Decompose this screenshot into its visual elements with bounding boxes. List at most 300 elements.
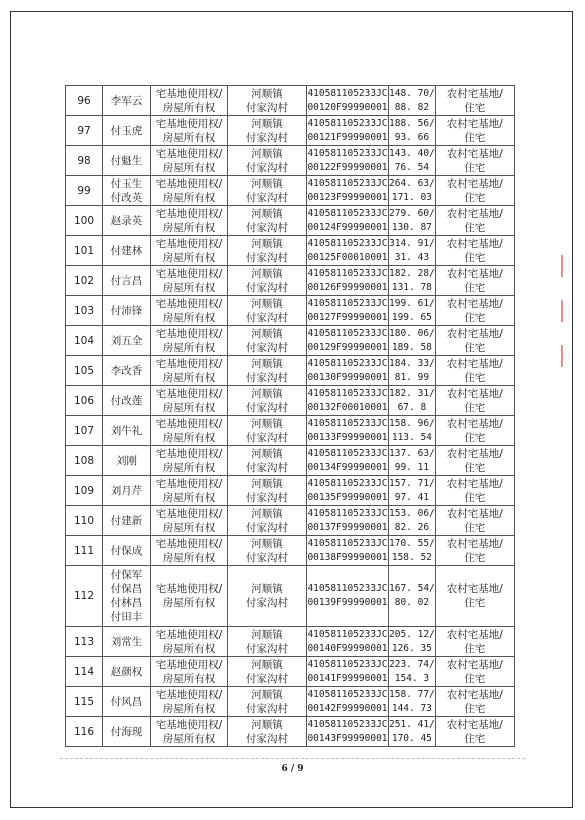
right-type: 宅基地使用权/ xyxy=(155,417,223,430)
unit-code-cell xyxy=(307,206,389,236)
owner-name: 付保军 xyxy=(110,569,143,581)
location: 河顺镇 xyxy=(251,267,283,280)
location: 河顺镇 xyxy=(251,417,283,430)
unit-code-cell xyxy=(307,566,389,627)
land-use: 住宅 xyxy=(464,597,486,609)
location: 河顺镇 xyxy=(251,507,283,520)
location-cell xyxy=(228,386,307,416)
row-number-cell xyxy=(66,687,103,717)
unit-code: 00140F99990001 xyxy=(307,642,388,654)
area-value-cell xyxy=(389,386,436,416)
location: 付家沟村 xyxy=(246,521,288,534)
land-use-cell xyxy=(435,386,514,416)
row-number: 101 xyxy=(73,244,95,257)
table-row xyxy=(66,326,515,356)
unit-code: 00124F99990001 xyxy=(307,221,388,233)
right-type: 宅基地使用权/ xyxy=(155,357,223,370)
area-value: 158. 96/ xyxy=(389,417,435,429)
unit-code-cell xyxy=(307,266,389,296)
area-value-cell xyxy=(389,506,436,536)
land-use: 住宅 xyxy=(464,341,486,354)
location: 付家沟村 xyxy=(246,101,288,114)
location: 河顺镇 xyxy=(251,327,283,340)
area-value-cell xyxy=(389,566,436,627)
location: 付家沟村 xyxy=(246,221,288,234)
registration-table-body xyxy=(66,86,515,747)
row-number-cell xyxy=(66,476,103,506)
area-value: 184. 33/ xyxy=(389,357,435,369)
right-type-cell xyxy=(151,266,228,296)
area-value: 205. 12/ xyxy=(389,628,435,640)
land-use: 住宅 xyxy=(464,461,486,474)
right-type-cell xyxy=(151,476,228,506)
location-cell xyxy=(228,86,307,116)
unit-code: 00120F99990001 xyxy=(307,101,388,113)
area-value-cell xyxy=(389,326,436,356)
unit-code: 00129F99990001 xyxy=(307,341,388,353)
land-use-cell xyxy=(435,206,514,236)
land-use-cell xyxy=(435,296,514,326)
unit-code-cell xyxy=(307,476,389,506)
land-use: 农村宅基地/ xyxy=(446,87,503,100)
location: 河顺镇 xyxy=(251,628,283,641)
owner-name: 刘刚 xyxy=(116,454,137,467)
row-number-cell xyxy=(66,266,103,296)
area-value-cell xyxy=(389,356,436,386)
location-cell xyxy=(228,476,307,506)
owner-name: 付保成 xyxy=(110,544,143,557)
row-number: 116 xyxy=(73,725,95,738)
right-type-cell xyxy=(151,176,228,206)
owner-name-cell xyxy=(103,206,151,236)
row-number-cell xyxy=(66,326,103,356)
area-value: 314. 91/ xyxy=(389,237,435,249)
row-number-cell xyxy=(66,566,103,627)
land-use: 农村宅基地/ xyxy=(446,177,503,190)
location-cell xyxy=(228,416,307,446)
land-use: 农村宅基地/ xyxy=(446,207,503,220)
area-value: 157. 71/ xyxy=(389,477,435,489)
area-value: 144. 73 xyxy=(391,702,432,714)
owner-name-cell xyxy=(103,476,151,506)
land-use: 住宅 xyxy=(464,672,486,685)
unit-code: 00139F99990001 xyxy=(307,597,388,608)
owner-name: 刘月芹 xyxy=(110,484,143,497)
land-use-cell xyxy=(435,176,514,206)
unit-code: 00127F99990001 xyxy=(307,311,388,323)
right-type: 宅基地使用权/ xyxy=(155,237,223,250)
right-type: 宅基地使用权/ xyxy=(155,718,223,731)
right-type: 宅基地使用权/ xyxy=(155,207,223,220)
row-number-cell xyxy=(66,386,103,416)
location-cell xyxy=(228,206,307,236)
right-type: 宅基地使用权/ xyxy=(155,387,223,400)
owner-name: 付风昌 xyxy=(110,695,143,708)
unit-code-cell xyxy=(307,296,389,326)
row-number-cell xyxy=(66,86,103,116)
owner-name-cell xyxy=(103,386,151,416)
unit-code-cell xyxy=(307,446,389,476)
area-value-cell xyxy=(389,116,436,146)
row-number: 113 xyxy=(73,635,95,648)
land-use-cell xyxy=(435,446,514,476)
area-value: 264. 63/ xyxy=(389,177,435,189)
owner-name: 付海现 xyxy=(110,725,143,738)
land-use: 农村宅基地/ xyxy=(446,357,503,370)
unit-code: 410581105233JC xyxy=(307,507,388,519)
right-type-cell xyxy=(151,446,228,476)
area-value: 171. 03 xyxy=(391,191,432,203)
land-use-cell xyxy=(435,536,514,566)
location: 河顺镇 xyxy=(251,147,283,160)
row-number: 98 xyxy=(77,154,91,167)
location-cell xyxy=(228,536,307,566)
right-type: 宅基地使用权/ xyxy=(155,447,223,460)
unit-code-cell xyxy=(307,326,389,356)
location: 付家沟村 xyxy=(246,191,288,204)
unit-code: 00138F99990001 xyxy=(307,551,388,563)
land-use-cell xyxy=(435,86,514,116)
right-type-cell xyxy=(151,687,228,717)
owner-name-cell xyxy=(103,236,151,266)
right-type: 房屋所有权 xyxy=(162,101,216,114)
area-value-cell xyxy=(389,236,436,266)
land-use-cell xyxy=(435,416,514,446)
land-use: 农村宅基地/ xyxy=(446,718,503,731)
right-type-cell xyxy=(151,146,228,176)
land-use-cell xyxy=(435,627,514,657)
row-number: 112 xyxy=(73,590,95,602)
land-use-cell xyxy=(435,717,514,747)
row-number: 115 xyxy=(73,695,95,708)
land-use-cell xyxy=(435,266,514,296)
land-use: 住宅 xyxy=(464,221,486,234)
area-value-cell xyxy=(389,627,436,657)
owner-name: 付建林 xyxy=(110,244,143,257)
area-value: 158. 52 xyxy=(391,551,432,563)
area-value: 67. 8 xyxy=(397,401,427,413)
owner-name-cell xyxy=(103,86,151,116)
area-value: 130. 87 xyxy=(391,221,432,233)
owner-name-cell xyxy=(103,687,151,717)
table-row xyxy=(66,476,515,506)
owner-name-cell xyxy=(103,536,151,566)
right-type: 房屋所有权 xyxy=(162,131,216,144)
area-value: 188. 56/ xyxy=(389,117,435,129)
land-use: 住宅 xyxy=(464,401,486,414)
row-number: 108 xyxy=(73,454,95,467)
unit-code: 410581105233JC xyxy=(307,417,388,429)
table-row xyxy=(66,657,515,687)
right-type-cell xyxy=(151,536,228,566)
land-use: 住宅 xyxy=(464,311,486,324)
owner-name-cell xyxy=(103,176,151,206)
unit-code: 410581105233JC xyxy=(307,688,388,700)
right-type: 宅基地使用权/ xyxy=(155,117,223,130)
unit-code: 410581105233JC xyxy=(307,207,388,219)
location: 付家沟村 xyxy=(246,401,288,414)
table-row xyxy=(66,687,515,717)
right-type: 房屋所有权 xyxy=(162,401,216,414)
unit-code: 410581105233JC xyxy=(307,147,388,159)
unit-code-cell xyxy=(307,416,389,446)
unit-code: 410581105233JC xyxy=(307,658,388,670)
right-type-cell xyxy=(151,506,228,536)
land-use: 农村宅基地/ xyxy=(446,117,503,130)
area-value: 170. 55/ xyxy=(389,537,435,549)
unit-code: 410581105233JC xyxy=(307,117,388,129)
unit-code-cell xyxy=(307,506,389,536)
area-value: 131. 78 xyxy=(391,281,432,293)
row-number-cell xyxy=(66,506,103,536)
row-number-cell xyxy=(66,296,103,326)
land-use: 住宅 xyxy=(464,281,486,294)
area-value: 93. 66 xyxy=(394,131,430,143)
location-cell xyxy=(228,657,307,687)
area-value: 99. 11 xyxy=(394,461,430,473)
right-type: 宅基地使用权/ xyxy=(155,147,223,160)
land-use: 住宅 xyxy=(464,131,486,144)
right-type: 房屋所有权 xyxy=(162,521,216,534)
land-use: 住宅 xyxy=(464,101,486,114)
owner-name: 赵颜权 xyxy=(110,665,143,678)
location-cell xyxy=(228,266,307,296)
area-value-cell xyxy=(389,536,436,566)
area-value-cell xyxy=(389,86,436,116)
right-type: 宅基地使用权/ xyxy=(155,87,223,100)
owner-name: 刘五全 xyxy=(110,334,143,347)
location-cell xyxy=(228,176,307,206)
location: 付家沟村 xyxy=(246,672,288,685)
unit-code-cell xyxy=(307,86,389,116)
owner-name: 刘常生 xyxy=(110,635,143,648)
location: 付家沟村 xyxy=(246,341,288,354)
land-use-cell xyxy=(435,657,514,687)
location-cell xyxy=(228,146,307,176)
row-number: 107 xyxy=(73,424,95,437)
right-type: 房屋所有权 xyxy=(162,221,216,234)
right-type: 宅基地使用权/ xyxy=(155,297,223,310)
land-use-cell xyxy=(435,356,514,386)
row-number-cell xyxy=(66,116,103,146)
row-number-cell xyxy=(66,146,103,176)
table-row xyxy=(66,356,515,386)
row-number: 105 xyxy=(73,364,95,377)
location: 付家沟村 xyxy=(246,732,288,745)
unit-code: 00133F99990001 xyxy=(307,431,388,443)
owner-name-cell xyxy=(103,146,151,176)
unit-code: 410581105233JC xyxy=(307,628,388,640)
land-use: 农村宅基地/ xyxy=(446,537,503,550)
land-use: 住宅 xyxy=(464,431,486,444)
area-value-cell xyxy=(389,206,436,236)
right-type-cell xyxy=(151,416,228,446)
unit-code: 00121F99990001 xyxy=(307,131,388,143)
right-type-cell xyxy=(151,206,228,236)
unit-code-cell xyxy=(307,386,389,416)
land-use: 农村宅基地/ xyxy=(446,583,503,595)
location-cell xyxy=(228,356,307,386)
right-type-cell xyxy=(151,86,228,116)
owner-name-cell xyxy=(103,627,151,657)
land-use-cell xyxy=(435,476,514,506)
location-cell xyxy=(228,116,307,146)
table-row xyxy=(66,176,515,206)
land-use: 农村宅基地/ xyxy=(446,297,503,310)
unit-code-cell xyxy=(307,116,389,146)
owner-name: 付玉生 xyxy=(110,177,143,190)
land-use: 住宅 xyxy=(464,521,486,534)
row-number: 97 xyxy=(77,124,91,137)
land-use-cell xyxy=(435,506,514,536)
right-type: 宅基地使用权/ xyxy=(155,477,223,490)
land-use: 农村宅基地/ xyxy=(446,147,503,160)
location: 河顺镇 xyxy=(251,387,283,400)
area-value: 182. 31/ xyxy=(389,387,435,399)
unit-code: 00137F99990001 xyxy=(307,521,388,533)
area-value: 80. 02 xyxy=(394,597,430,608)
area-value: 113. 54 xyxy=(391,431,432,443)
location: 河顺镇 xyxy=(251,583,283,595)
area-value: 199. 61/ xyxy=(389,297,435,309)
unit-code: 410581105233JC xyxy=(307,267,388,279)
land-use: 农村宅基地/ xyxy=(446,267,503,280)
unit-code: 410581105233JC xyxy=(307,583,388,594)
page-number: 6 / 9 xyxy=(281,764,304,774)
location-cell xyxy=(228,506,307,536)
location: 河顺镇 xyxy=(251,477,283,490)
right-type: 宅基地使用权/ xyxy=(155,267,223,280)
location-cell xyxy=(228,717,307,747)
area-value: 126. 35 xyxy=(391,642,432,654)
area-value-cell xyxy=(389,296,436,326)
unit-code: 00132F00010001 xyxy=(307,401,388,413)
unit-code-cell xyxy=(307,176,389,206)
row-number: 96 xyxy=(77,94,91,107)
unit-code: 410581105233JC xyxy=(307,297,388,309)
owner-name-cell xyxy=(103,356,151,386)
land-use-cell xyxy=(435,326,514,356)
table-row xyxy=(66,146,515,176)
land-use: 农村宅基地/ xyxy=(446,417,503,430)
area-value: 137. 63/ xyxy=(389,447,435,459)
land-use: 农村宅基地/ xyxy=(446,237,503,250)
owner-name: 付保昌 xyxy=(110,583,143,595)
location: 付家沟村 xyxy=(246,131,288,144)
location: 河顺镇 xyxy=(251,357,283,370)
seal-fragment xyxy=(561,255,575,277)
unit-code: 00126F99990001 xyxy=(307,281,388,293)
table-row xyxy=(66,386,515,416)
location: 付家沟村 xyxy=(246,461,288,474)
location: 付家沟村 xyxy=(246,642,288,655)
area-value-cell xyxy=(389,687,436,717)
right-type: 宅基地使用权/ xyxy=(155,583,223,595)
land-use: 农村宅基地/ xyxy=(446,447,503,460)
seal-fragment xyxy=(561,300,575,322)
owner-name: 付言昌 xyxy=(110,274,143,287)
location-cell xyxy=(228,236,307,266)
location: 付家沟村 xyxy=(246,702,288,715)
row-number-cell xyxy=(66,356,103,386)
land-use: 住宅 xyxy=(464,702,486,715)
right-type: 房屋所有权 xyxy=(162,341,216,354)
owner-name-cell xyxy=(103,566,151,627)
owner-name: 刘牛礼 xyxy=(110,424,143,437)
land-use: 农村宅基地/ xyxy=(446,507,503,520)
owner-name: 付建新 xyxy=(110,514,143,527)
area-value-cell xyxy=(389,146,436,176)
unit-code: 410581105233JC xyxy=(307,357,388,369)
land-use: 住宅 xyxy=(464,251,486,264)
area-value: 199. 65 xyxy=(391,311,432,323)
location: 付家沟村 xyxy=(246,597,288,609)
location: 河顺镇 xyxy=(251,718,283,731)
location: 河顺镇 xyxy=(251,237,283,250)
unit-code: 00125F00010001 xyxy=(307,251,388,263)
registration-table xyxy=(65,85,515,747)
area-value: 279. 60/ xyxy=(389,207,435,219)
unit-code-cell xyxy=(307,236,389,266)
unit-code: 410581105233JC xyxy=(307,387,388,399)
location: 河顺镇 xyxy=(251,177,283,190)
row-number: 110 xyxy=(73,514,95,527)
owner-name-cell xyxy=(103,506,151,536)
unit-code: 00141F99990001 xyxy=(307,672,388,684)
row-number: 106 xyxy=(73,394,95,407)
right-type: 房屋所有权 xyxy=(162,702,216,715)
area-value: 97. 41 xyxy=(394,491,430,503)
location: 付家沟村 xyxy=(246,311,288,324)
right-type-cell xyxy=(151,296,228,326)
right-type: 房屋所有权 xyxy=(162,672,216,685)
row-number: 99 xyxy=(77,184,91,197)
unit-code-cell xyxy=(307,536,389,566)
location-cell xyxy=(228,296,307,326)
land-use: 住宅 xyxy=(464,161,486,174)
right-type: 房屋所有权 xyxy=(162,191,216,204)
location: 河顺镇 xyxy=(251,688,283,701)
unit-code: 410581105233JC xyxy=(307,537,388,549)
owner-name-cell xyxy=(103,326,151,356)
right-type: 房屋所有权 xyxy=(162,161,216,174)
right-type: 宅基地使用权/ xyxy=(155,688,223,701)
owner-name-cell xyxy=(103,416,151,446)
row-number: 104 xyxy=(73,334,95,347)
location: 河顺镇 xyxy=(251,447,283,460)
unit-code-cell xyxy=(307,356,389,386)
right-type: 房屋所有权 xyxy=(162,281,216,294)
owner-name: 付魁生 xyxy=(110,154,143,167)
owner-name-cell xyxy=(103,446,151,476)
unit-code: 00130F99990001 xyxy=(307,371,388,383)
unit-code: 00143F99990001 xyxy=(307,732,388,744)
owner-name: 付改莲 xyxy=(110,394,143,407)
row-number: 109 xyxy=(73,484,95,497)
land-use-cell xyxy=(435,236,514,266)
table-row xyxy=(66,536,515,566)
location: 河顺镇 xyxy=(251,297,283,310)
right-type: 宅基地使用权/ xyxy=(155,658,223,671)
right-type-cell xyxy=(151,657,228,687)
unit-code-cell xyxy=(307,627,389,657)
owner-name-cell xyxy=(103,657,151,687)
table-row xyxy=(66,506,515,536)
location: 付家沟村 xyxy=(246,431,288,444)
right-type: 房屋所有权 xyxy=(162,642,216,655)
row-number-cell xyxy=(66,176,103,206)
area-value: 189. 58 xyxy=(391,341,432,353)
